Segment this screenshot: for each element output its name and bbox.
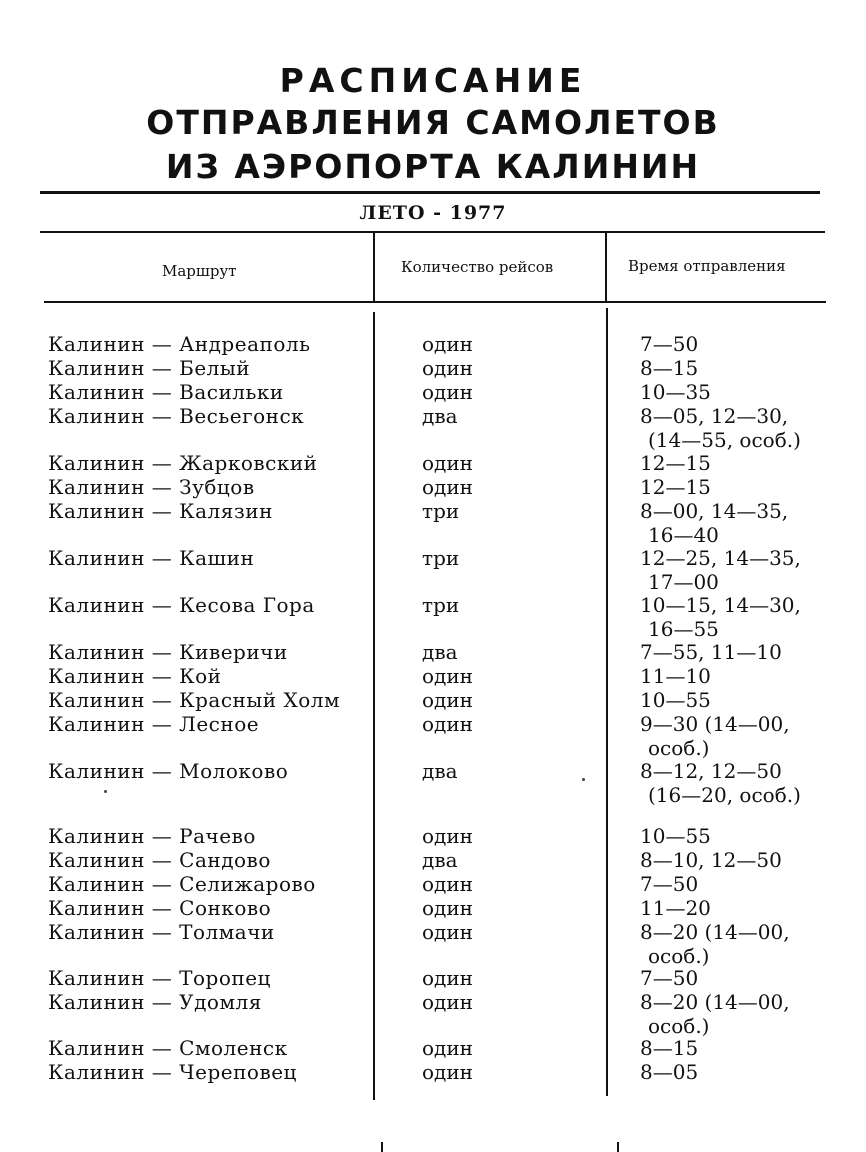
departure-time-line-1: 10—55 bbox=[640, 824, 711, 848]
route-cell: Калинин — Кивеpичи bbox=[48, 640, 288, 664]
count-cell: один bbox=[422, 1036, 474, 1060]
page-title-line-1: РАСПИСАНИЕ bbox=[279, 61, 587, 100]
route-cell: Калинин — Молоково bbox=[48, 759, 289, 783]
departure-time-cell bbox=[620, 500, 820, 547]
departure-time-cell bbox=[620, 381, 820, 405]
route-cell: Калинин — Кой bbox=[48, 664, 222, 688]
route-cell: Калинин — Удомля bbox=[48, 990, 262, 1014]
route-cell: Калинин — Сонково bbox=[48, 896, 272, 920]
departure-time-line-2: (16—20, особ.) bbox=[648, 782, 801, 807]
departure-time-line-1: 11—10 bbox=[640, 664, 711, 688]
departure-time-line-1: 8—15 bbox=[640, 1036, 699, 1060]
departure-time-line-1: 10—35 bbox=[640, 380, 711, 404]
departure-time-line-1: 10—55 bbox=[640, 688, 711, 712]
departure-time-line-1: 7—55, 11—10 bbox=[640, 640, 782, 664]
column-header-time: Время отправления bbox=[628, 257, 786, 275]
top-rule bbox=[40, 191, 820, 194]
departure-time-line-2: 16—55 bbox=[648, 616, 719, 641]
route-cell: Калинин — Лесное bbox=[48, 712, 260, 736]
count-cell: один bbox=[422, 380, 474, 404]
count-cell: один bbox=[422, 966, 474, 990]
column-divider-1 bbox=[373, 233, 375, 301]
count-cell: три bbox=[422, 499, 460, 523]
count-cell: три bbox=[422, 593, 460, 617]
count-cell: один bbox=[422, 451, 474, 475]
departure-time-line-2: особ.) bbox=[648, 943, 710, 968]
departure-time-cell bbox=[620, 849, 820, 873]
count-cell: один bbox=[422, 1060, 474, 1084]
departure-time-line-1: 8—10, 12—50 bbox=[640, 848, 782, 872]
count-cell: два bbox=[422, 404, 458, 428]
route-cell: Калинин — Андреаполь bbox=[48, 332, 311, 356]
departure-time-cell bbox=[620, 873, 820, 897]
count-cell: один bbox=[422, 896, 474, 920]
header-rule-bottom bbox=[44, 301, 826, 303]
count-cell: один bbox=[422, 990, 474, 1014]
departure-time-line-1: 12—15 bbox=[640, 451, 711, 475]
departure-time-line-1: 11—20 bbox=[640, 896, 711, 920]
departure-time-line-1: 10—15, 14—30, bbox=[640, 593, 801, 617]
count-cell: один bbox=[422, 824, 474, 848]
departure-time-cell bbox=[620, 665, 820, 689]
count-cell: один bbox=[422, 356, 474, 380]
departure-time-line-1: 12—15 bbox=[640, 475, 711, 499]
departure-time-line-1: 7—50 bbox=[640, 332, 699, 356]
departure-time-line-1: 8—15 bbox=[640, 356, 699, 380]
departure-time-cell bbox=[620, 641, 820, 665]
bottom-tick bbox=[381, 1142, 383, 1152]
route-cell: Калинин — Красный Холм bbox=[48, 688, 341, 712]
page-title-line-3: ИЗ АЭРОПОРТА КАЛИНИН bbox=[165, 147, 701, 186]
departure-time-cell bbox=[620, 357, 820, 381]
count-cell: один bbox=[422, 332, 474, 356]
departure-time-line-1: 8—20 (14—00, bbox=[640, 990, 790, 1014]
route-cell: Калинин — Торопец bbox=[48, 966, 271, 990]
count-cell: один bbox=[422, 475, 474, 499]
departure-time-cell bbox=[620, 594, 820, 641]
route-cell: Калинин — Смоленск bbox=[48, 1036, 288, 1060]
departure-time-cell bbox=[620, 547, 820, 594]
departure-time-line-2: особ.) bbox=[648, 735, 710, 760]
route-cell: Калинин — Селижарово bbox=[48, 872, 316, 896]
departure-time-line-1: 8—00, 14—35, bbox=[640, 499, 789, 523]
column-divider-2-body bbox=[606, 308, 608, 1096]
departure-time-line-2: 16—40 bbox=[648, 522, 719, 547]
departure-time-line-1: 8—05 bbox=[640, 1060, 699, 1084]
count-cell: один bbox=[422, 664, 474, 688]
departure-time-cell bbox=[620, 1061, 820, 1085]
departure-time-line-1: 12—25, 14—35, bbox=[640, 546, 801, 570]
bottom-tick bbox=[617, 1142, 619, 1152]
route-cell: Калинин — Зубцов bbox=[48, 475, 255, 499]
route-cell: Калинин — Рачево bbox=[48, 824, 256, 848]
departure-time-cell bbox=[620, 991, 820, 1038]
count-cell: один bbox=[422, 688, 474, 712]
departure-time-cell bbox=[620, 333, 820, 357]
print-speck bbox=[582, 778, 585, 781]
departure-time-cell bbox=[620, 967, 820, 991]
route-cell: Калинин — Череповец bbox=[48, 1060, 297, 1084]
count-cell: один bbox=[422, 872, 474, 896]
departure-time-line-1: 9—30 (14—00, bbox=[640, 712, 790, 736]
route-cell: Калинин — Кесова Гора bbox=[48, 593, 315, 617]
departure-time-line-2: 17—00 bbox=[648, 569, 719, 594]
column-divider-1-body bbox=[373, 312, 375, 1100]
route-cell: Калинин — Сандово bbox=[48, 848, 271, 872]
departure-time-cell bbox=[620, 405, 820, 452]
count-cell: два bbox=[422, 640, 458, 664]
count-cell: один bbox=[422, 712, 474, 736]
departure-time-line-1: 8—20 (14—00, bbox=[640, 920, 790, 944]
route-cell: Калинин — Калязин bbox=[48, 499, 273, 523]
route-cell: Калинин — Весьегонск bbox=[48, 404, 305, 428]
departure-time-cell bbox=[620, 897, 820, 921]
count-cell: один bbox=[422, 920, 474, 944]
departure-time-cell bbox=[620, 1037, 820, 1061]
column-header-count: Количество рейсов bbox=[401, 258, 554, 276]
departure-time-cell bbox=[620, 825, 820, 849]
count-cell: три bbox=[422, 546, 460, 570]
column-divider-2 bbox=[605, 233, 607, 301]
departure-time-line-2: особ.) bbox=[648, 1013, 710, 1038]
departure-time-line-1: 7—50 bbox=[640, 966, 699, 990]
count-cell: два bbox=[422, 848, 458, 872]
route-cell: Калинин — Жарковский bbox=[48, 451, 318, 475]
route-cell: Калинин — Белый bbox=[48, 356, 251, 380]
departure-time-line-1: 8—12, 12—50 bbox=[640, 759, 782, 783]
route-cell: Калинин — Васильки bbox=[48, 380, 284, 404]
departure-time-cell bbox=[620, 713, 820, 760]
route-cell: Калинин — Толмачи bbox=[48, 920, 275, 944]
route-cell: Калинин — Кашин bbox=[48, 546, 255, 570]
count-cell: два bbox=[422, 759, 458, 783]
departure-time-cell bbox=[620, 452, 820, 476]
print-speck bbox=[104, 790, 107, 793]
departure-time-line-1: 8—05, 12—30, bbox=[640, 404, 789, 428]
header-rule-top bbox=[40, 231, 825, 233]
departure-time-line-2: (14—55, особ.) bbox=[648, 427, 801, 452]
departure-time-cell bbox=[620, 476, 820, 500]
season-label: ЛЕТО - 1977 bbox=[359, 202, 507, 224]
page-title-line-2: ОТПРАВЛЕНИЯ САМОЛЕТОВ bbox=[146, 103, 720, 142]
departure-time-cell bbox=[620, 760, 820, 807]
departure-time-cell bbox=[620, 689, 820, 713]
departure-time-cell bbox=[620, 921, 820, 968]
departure-time-line-1: 7—50 bbox=[640, 872, 699, 896]
column-header-route: Маршрут bbox=[162, 262, 237, 280]
